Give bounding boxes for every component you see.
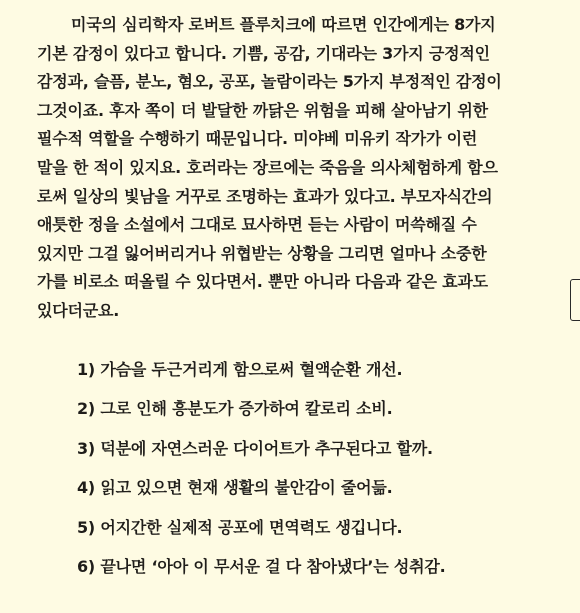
- list-item: 1) 가슴을 두근거리게 함으로써 혈액순환 개선.: [77, 360, 403, 379]
- paragraph-line: 미국의 심리학자 로버트 플루치크에 따르면 인간에게는 8가지: [71, 15, 496, 34]
- effects-list: [77, 356, 446, 592]
- paragraph-line: 가를 비로소 떠올릴 수 있다면서. 뿐만 아니라 다음과 같은 효과도: [37, 272, 488, 292]
- page-edge-tab[interactable]: [570, 279, 580, 321]
- list-item: 3) 덕분에 자연스러운 다이어트가 추구된다고 할까.: [77, 438, 433, 458]
- paragraph-line: 필수적 역할을 수행하기 때문입니다. 미야베 미유키 작가가 이런: [37, 129, 478, 149]
- list-item: 2) 그로 인해 흥분도가 증가하여 칼로리 소비.: [77, 399, 393, 419]
- body-paragraph: [37, 11, 557, 326]
- paragraph-line: 있지만 그걸 잃어버리거나 위협받는 상황을 그리면 얼마나 소중한: [37, 243, 487, 263]
- list-item: 5) 어지간한 실제적 공포에 면역력도 생깁니다.: [77, 517, 403, 537]
- list-item: 6) 끝나면 ‘아아 이 무서운 걸 다 참아냈다’는 성취감.: [77, 556, 446, 576]
- paragraph-line: 로써 일상의 빛남을 거꾸로 조명하는 효과가 있다고. 부모자식간의: [37, 186, 493, 206]
- paragraph-line: 애틋한 정을 소설에서 그대로 묘사하면 듣는 사람이 머쓱해질 수: [37, 215, 477, 235]
- paragraph-line: 감정과, 슬픔, 분노, 혐오, 공포, 놀람이라는 5가지 부정적인 감정이: [37, 72, 502, 92]
- paragraph-line: 말을 한 적이 있지요. 호러라는 장르에는 죽음을 의사체험하게 함으: [37, 157, 498, 177]
- paragraph-line: 그것이죠. 후자 쪽이 더 발달한 까닭은 위험을 피해 살아남기 위한: [37, 100, 488, 120]
- paragraph-line: 있다더군요.: [37, 300, 120, 320]
- paragraph-line: 기본 감정이 있다고 합니다. 기쁨, 공감, 기대라는 3가지 긍정적인: [37, 43, 490, 63]
- list-item: 4) 읽고 있으면 현재 생활의 불안감이 줄어듦.: [77, 478, 393, 498]
